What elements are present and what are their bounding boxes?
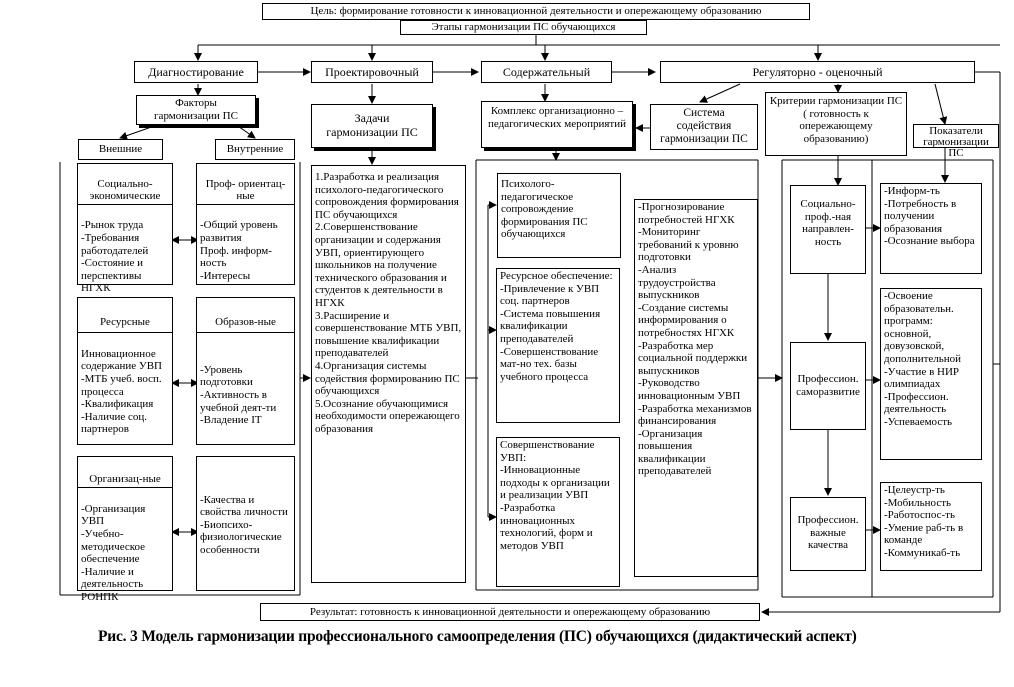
external-factors-box: [78, 139, 163, 160]
educ-factors-box: [196, 297, 295, 445]
complex-title: Комплекс организационно – педагогических мероприятий: [487, 105, 627, 130]
external-factors-label: Внешние: [98, 143, 143, 155]
tasks-list-box: [311, 165, 466, 583]
socio-economic-box: [77, 163, 173, 295]
indicators-3: -Целеустр-ть -Мобильность -Работоспос-ть -Умение раб-ть в команде -Коммуникаб-ть: [884, 484, 964, 559]
resource-factors-box: [77, 297, 173, 445]
complex-title-box: [481, 101, 633, 148]
prof-orient-items: -Общий уровень развития Проф. информ-ность -Интересы: [200, 219, 278, 282]
resource-factors-title: Ресурсные: [78, 312, 172, 334]
factors-title: Факторы гармонизации ПС: [154, 97, 238, 122]
educ-factors-items: -Уровень подготовки -Активность в учебной деят-ти -Владение IT: [200, 363, 277, 427]
internal-factors-box: [215, 139, 295, 160]
stage-regulatory: [660, 61, 975, 83]
psych-support-text: Психолого-педагогическое сопровождение формирования ПС обучающихся: [501, 178, 588, 241]
criteria-title-box: [765, 92, 907, 156]
stage-regulatory-label: Регуляторно - оценочный: [752, 65, 883, 79]
stage-design: [311, 61, 433, 83]
indicators-2: -Освоение образовательн. программ: основной, довузовской, дополнительной -Участие в НИР олимпиадах -Профессион. деятельность -Успеваемость: [884, 290, 962, 428]
indicators-title-box: [913, 124, 999, 159]
criterion-social-box: [790, 185, 866, 274]
criterion-qualities-box: [790, 497, 866, 571]
assist-system-box: [650, 104, 758, 150]
prof-orient-title: Проф- ориентац- ные: [197, 178, 294, 205]
resource-support-text: Ресурсное обеспечение: -Привлечение к УВП соц. партнеров -Система повышения квалификации преподавателей -Совершенствование мат-но тех. базы учебного процесса: [500, 270, 613, 383]
indicators-title: Показатели гармонизации ПС: [923, 125, 989, 159]
uvp-improve-text: Совершенствование УВП: -Инновационные подходы к организации и реализации УВП -Разработка инновационных технологий, форм и методов УВП: [500, 439, 610, 552]
goal-text: Цель: формирование готовности к инновационной деятельности и опережающему образованию: [310, 5, 762, 17]
personal-factors-box: [196, 456, 295, 591]
criterion-selfdev-box: [790, 342, 866, 430]
figure-caption: Рис. 3 Модель гармонизации профессионального самоопределения (ПС) обучающихся (дидактический аспект): [98, 628, 857, 645]
resource-factors-items: Инновационное содержание УВП -МТБ учеб. восп. процесса -Квалификация -Наличие соц. партнеров: [81, 347, 163, 436]
assist-system-text: Система содействия гармонизации ПС: [660, 107, 748, 145]
criterion-selfdev: Профессион. саморазвитие: [796, 373, 860, 398]
stages-title-box: [400, 20, 647, 35]
stage-design-label: Проектировочный: [325, 65, 419, 79]
organiz-factors-items: -Организация УВП -Учебно-методическое обеспечение -Наличие и деятельность РОНПК: [81, 502, 146, 603]
organiz-factors-box: [77, 456, 173, 603]
criterion-qualities: Профессион. важные качества: [797, 514, 859, 552]
stage-content: [481, 61, 612, 83]
result-text: Результат: готовность к инновационной деятельности и опережающему образованию: [309, 606, 711, 618]
stage-diagnostics: [134, 61, 258, 83]
indicators-2-box: [880, 288, 982, 460]
tasks-list: 1.Разработка и реализация психолого-педагогического сопровождения формирования ПС обучающихся 2.Совершенствование организации и содержания УВП, ориентирующего школьников на получение технического образования и студентов к деятельности в НГХК 3.Расширение и совершенствование МТБ УВП, повышение квалификации преподавателей 4.Организация системы содействия формированию ПС обучающихся 5.Осознание обучающимися необходимости опережающего образования: [315, 171, 462, 435]
indicators-1: -Информ-ть -Потребность в получении образования -Осознание выбора: [884, 185, 975, 248]
personal-factors-items: -Качества и свойства личности -Биопсихо-физиологические особенности: [200, 493, 288, 556]
educ-factors-title: Образов-ные: [197, 312, 294, 334]
socio-economic-items: -Рынок труда -Требования работодателей -Состояние и перспективы НГХК: [81, 219, 149, 295]
internal-factors-label: Внутренние: [226, 143, 284, 155]
indicators-1-box: [880, 183, 982, 274]
criterion-social: Социально- проф.-ная направлен- ность: [800, 198, 856, 248]
prof-orient-box: [196, 163, 295, 285]
complex-measures-list: -Прогнозирование потребностей НГХК -Мониторинг требований к уровню подготовки -Анализ трудоустройства выпускников -Создание системы информирования о потребностях НГХК -Разработка мер социальной поддержки выпускников -Руководство инновационным УВП -Разработка механизмов финансирования -Организация повышения квалификации преподавателей: [638, 201, 752, 478]
psych-support-box: [497, 173, 621, 258]
indicators-3-box: [880, 482, 982, 571]
goal-box: [262, 3, 810, 20]
complex-measures-list-box: [634, 199, 758, 577]
tasks-title: Задачи гармонизации ПС: [326, 111, 418, 139]
stages-title: Этапы гармонизации ПС обучающихся: [431, 21, 616, 33]
tasks-title-box: [311, 104, 433, 148]
stage-diagnostics-label: Диагностирование: [148, 65, 244, 79]
socio-economic-title: Социально- экономические: [78, 178, 172, 205]
organiz-factors-title: Организац-ные: [78, 471, 172, 489]
result-box: [260, 603, 760, 621]
criteria-title: Критерии гармонизации ПС ( готовность к опережающему образованию): [769, 95, 903, 145]
factors-title-box: [136, 95, 256, 125]
uvp-improve-box: [496, 437, 620, 587]
resource-support-box: [496, 268, 620, 423]
stage-content-label: Содержательный: [502, 65, 591, 79]
